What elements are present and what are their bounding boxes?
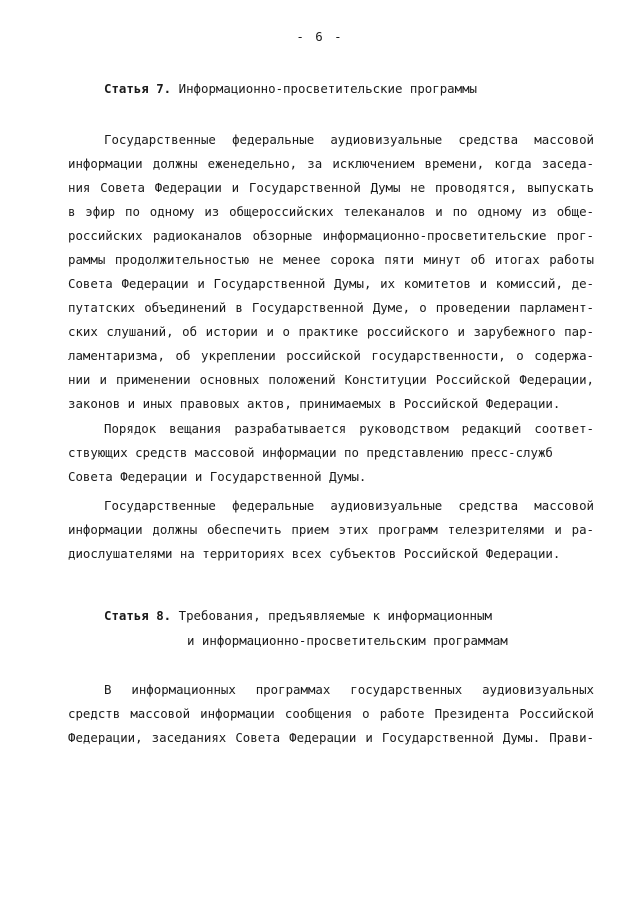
a8-p1-line: В информационных программах государственных аудиовизуальных xyxy=(104,682,594,697)
article-7-title: Информационно-просветительские программы xyxy=(178,81,478,96)
a7-p3-line: информации должны обеспечить прием этих программ телезрителями и ра- xyxy=(68,522,594,537)
a7-p3-line: Государственные федеральные аудиовизуальные средства массовой xyxy=(104,498,594,513)
a7-p2-line: ствующих средств массовой информации по представлению пресс-служб xyxy=(68,445,553,460)
article-8-heading xyxy=(104,607,492,625)
a7-p1-line: российских радиоканалов обзорные информационно-просветительские прог- xyxy=(68,228,594,243)
page-number: - 6 - xyxy=(296,29,344,44)
a7-p3-line: диослушателями на территориях всех субъектов Российской Федерации. xyxy=(68,546,561,561)
a7-p1-line: раммы продолжительностью не менее сорока пяти минут об итогах работы xyxy=(68,252,594,267)
a7-p1-line: Совета Федерации и Государственной Думы, их комитетов и комиссий, де- xyxy=(68,276,594,291)
a7-p1-line: в эфир по одному из общероссийских телеканалов и по одному из обще- xyxy=(68,204,594,219)
a8-p1-line: Федерации, заседаниях Совета Федерации и Государственной Думы. Прави- xyxy=(68,730,594,745)
article-8-title-line-1: Требования, предъявляемые к информационным xyxy=(178,608,492,623)
a8-p1-line: средств массовой информации сообщения о работе Президента Российской xyxy=(68,706,594,721)
a7-p1-line: ния Совета Федерации и Государственной Думы не проводятся, выпускать xyxy=(68,180,594,195)
a7-p2-line: Совета Федерации и Государственной Думы. xyxy=(68,469,367,484)
a7-p1-line: информации должны еженедельно, за исключением времени, когда заседа- xyxy=(68,156,594,171)
a7-p1-line: Государственные федеральные аудиовизуальные средства массовой xyxy=(104,132,594,147)
article-8-label: Статья 8. xyxy=(104,608,172,623)
article-8-title-line-2: и информационно-просветительским программам xyxy=(187,633,508,648)
a7-p2-line: Порядок вещания разрабатывается руководством редакций соответ- xyxy=(104,421,594,436)
a7-p1-line: путатских объединений в Государственной Думе, о проведении парламент- xyxy=(68,300,594,315)
article-7-label: Статья 7. xyxy=(104,81,172,96)
a7-p1-line: ламентаризма, об укреплении российской государственности, о содержа- xyxy=(68,348,594,363)
a7-p1-line: ских слушаний, об истории и о практике российского и зарубежного пар- xyxy=(68,324,594,339)
a7-p1-line: законов и иных правовых актов, принимаемых в Российской Федерации. xyxy=(68,396,561,411)
a7-p1-line: нии и применении основных положений Конституции Российской Федерации, xyxy=(68,372,594,387)
article-7-heading xyxy=(104,80,477,98)
